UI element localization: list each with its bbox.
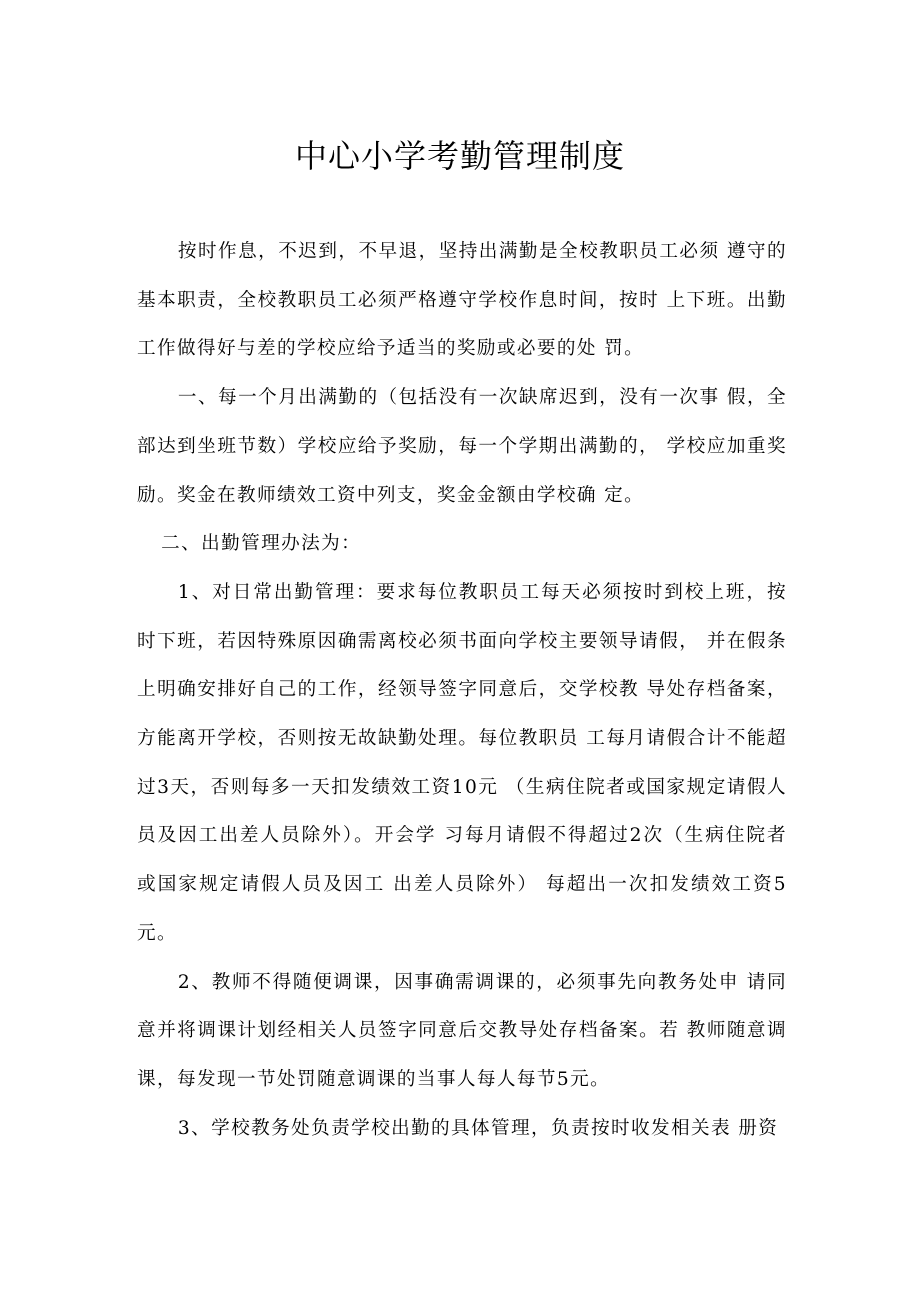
section-one-paragraph: 一、每一个月出满勤的（包括没有一次缺席迟到，没有一次事 假，全部达到坐班节数）学校应给予奖励，每一个学期出满勤的， 学校应加重奖励。奖金在教师绩效工资中列支，奖金金额由学校确 定。 <box>137 387 787 506</box>
intro-paragraph: 按时作息，不迟到，不早退，坚持出满勤是全校教职员工必须 遵守的基本职责，全校教职员工必须严格遵守学校作息时间，按时 上下班。出勤工作做得好与差的学校应给予适当的奖励或必要的处 罚。 <box>137 241 787 360</box>
rule-3-paragraph: 3、学校教务处负责学校出勤的具体管理，负责按时收发相关表 册资 <box>177 1117 779 1139</box>
document-body <box>137 228 787 1153</box>
rule-1-paragraph: 1、对日常出勤管理：要求每位教职员工每天必须按时到校上班，按时下班，若因特殊原因确需离校必须书面向学校主要领导请假， 并在假条上明确安排好自己的工作，经领导签字同意后，交学校教 导处存档备案，方能离开学校，否则按无故缺勤处理。每位教职员 工每月请假合计不能超过3天，否则每多一天扣发绩效工资10元 （生病住院者或国家规定请假人员及因工出差人员除外）。开会学 习每月请假不得超过2次（生病住院者或国家规定请假人员及因工 出差人员除外） 每超出一次扣发绩效工资5元。 <box>137 581 787 944</box>
rule-2-paragraph: 2、教师不得随便调课，因事确需调课的，必须事先向教务处申 请同意并将调课计划经相关人员签字同意后交教导处存档备案。若 教师随意调课，每发现一节处罚随意调课的当事人每人每节5元。 <box>137 971 787 1090</box>
document-title: 中心小学考勤管理制度 <box>294 137 625 175</box>
section-two-heading: 二、出勤管理办法为： <box>161 533 362 555</box>
